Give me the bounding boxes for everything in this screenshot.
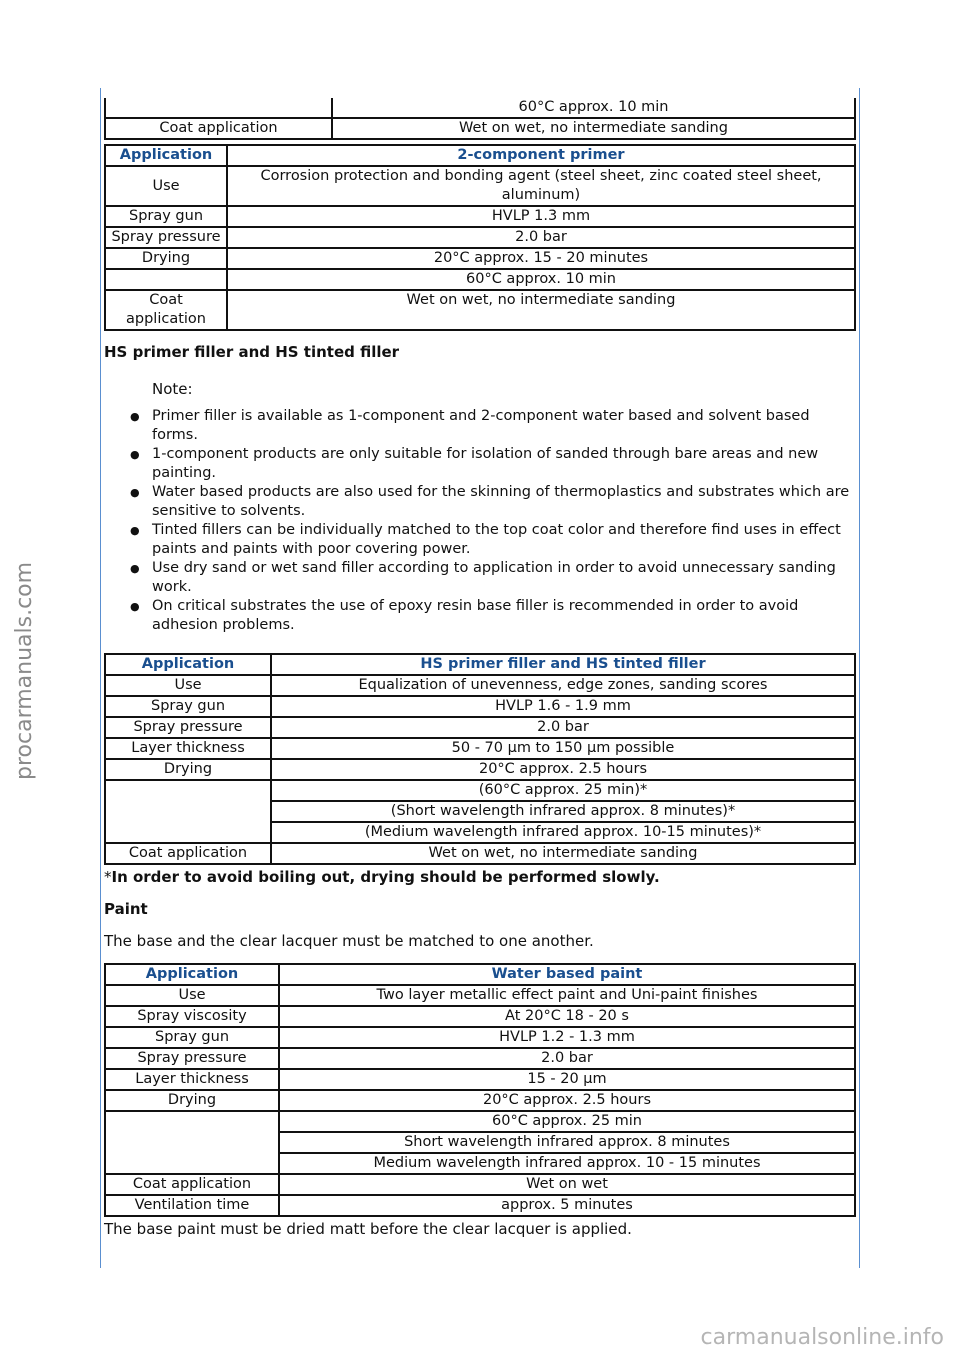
table-cell: Corrosion protection and bonding agent (steel sheet, zinc coated steel sheet, aluminum) [227, 166, 855, 206]
table-header-cell: 2-component primer [227, 145, 855, 166]
table-cell: Coat application [105, 118, 332, 139]
table-cell: HVLP 1.2 - 1.3 mm [279, 1027, 855, 1048]
note-label: Note: [152, 380, 193, 398]
table-cell: Layer thickness [105, 1069, 279, 1090]
table-cell: 60°C approx. 10 min [227, 269, 855, 290]
left-margin-line [100, 88, 101, 1268]
table-row [105, 1195, 855, 1216]
table-row [105, 780, 855, 801]
table-row [105, 206, 855, 227]
table-cell: Short wavelength infrared approx. 8 minutes [279, 1132, 855, 1153]
paint-intro: The base and the clear lacquer must be matched to one another. [104, 932, 594, 950]
table-cell: Use [105, 985, 279, 1006]
table-cell: HVLP 1.6 - 1.9 mm [271, 696, 855, 717]
table-row [105, 248, 855, 269]
section-heading: HS primer filler and HS tinted filler [104, 343, 400, 361]
table-cell: Layer thickness [105, 738, 271, 759]
table-row [105, 759, 855, 780]
side-watermark: procarmanuals.com [12, 561, 37, 780]
table-header-row [105, 964, 855, 985]
table-cell: Drying [105, 759, 271, 780]
table-header-cell: Application [105, 964, 279, 985]
table-cell-empty [105, 1111, 279, 1174]
table-cell: 20°C approx. 15 - 20 minutes [227, 248, 855, 269]
table-cell: Use [105, 675, 271, 696]
table-cell: Coat application [105, 290, 227, 330]
right-margin-line [859, 88, 860, 1268]
table-cell: Two layer metallic effect paint and Uni-paint finishes [279, 985, 855, 1006]
water-based-paint-table [104, 963, 856, 1217]
footnote-text: In order to avoid boiling out, drying should be performed slowly. [111, 868, 660, 886]
closing-text: The base paint must be dried matt before the clear lacquer is applied. [104, 1220, 632, 1238]
table-row [105, 1090, 855, 1111]
table-row [105, 1027, 855, 1048]
section-heading: Paint [104, 900, 148, 918]
table-cell: Equalization of unevenness, edge zones, sanding scores [271, 675, 855, 696]
table-header-cell: Application [105, 145, 227, 166]
table-cell: Wet on wet, no intermediate sanding [271, 843, 855, 864]
table-row [105, 696, 855, 717]
footnote-marker: * [104, 868, 112, 886]
table-cell: Spray pressure [105, 1048, 279, 1069]
table-row [105, 985, 855, 1006]
table-cell: 20°C approx. 2.5 hours [279, 1090, 855, 1111]
table-row [105, 227, 855, 248]
table-cell: approx. 5 minutes [279, 1195, 855, 1216]
table-cell: 20°C approx. 2.5 hours [271, 759, 855, 780]
table-cell: Spray gun [105, 206, 227, 227]
list-item: ● Tinted fillers can be individually matched to the top coat color and therefore find uses in effect paints and paints with poor covering power. [152, 521, 856, 559]
table-row [105, 738, 855, 759]
table-row [105, 1174, 855, 1195]
table-cell [105, 269, 227, 290]
table-cell: Use [105, 166, 227, 206]
note-list [104, 407, 856, 635]
table-header-row [105, 145, 855, 166]
table-cell: At 20°C 18 - 20 s [279, 1006, 855, 1027]
list-item: ● Primer filler is available as 1-component and 2-component water based and solvent based forms. [152, 407, 856, 445]
table-cell: Spray gun [105, 1027, 279, 1048]
list-item: ● Use dry sand or wet sand filler according to application in order to avoid unnecessary sanding work. [152, 559, 856, 597]
table-cell: 2.0 bar [279, 1048, 855, 1069]
list-item: ● Water based products are also used for the skinning of thermoplastics and substrates which are sensitive to solvents. [152, 483, 856, 521]
table-cell: Wet on wet, no intermediate sanding [332, 118, 855, 139]
list-item: ● 1-component products are only suitable for isolation of sanded through bare areas and new painting. [152, 445, 856, 483]
table-cell: Ventilation time [105, 1195, 279, 1216]
table-cell: 2.0 bar [271, 717, 855, 738]
table-cell: Spray viscosity [105, 1006, 279, 1027]
table-cell: 50 - 70 µm to 150 µm possible [271, 738, 855, 759]
table-row [105, 118, 855, 139]
table-cell: 60°C approx. 10 min [332, 98, 855, 118]
table-cell: Spray pressure [105, 717, 271, 738]
table-cell: Drying [105, 248, 227, 269]
table-cell [105, 98, 332, 118]
footer-watermark: carmanualsonline.info [700, 1325, 944, 1350]
list-item: ● On critical substrates the use of epoxy resin base filler is recommended in order to avoid adhesion problems. [152, 597, 856, 635]
table-cell: HVLP 1.3 mm [227, 206, 855, 227]
table-row [105, 1111, 855, 1132]
document-content [104, 98, 856, 1239]
table-cell: (Medium wavelength infrared approx. 10-15 minutes)* [271, 822, 855, 843]
table-cell: Spray gun [105, 696, 271, 717]
table-header-cell: Application [105, 654, 271, 675]
two-component-primer-table [104, 144, 856, 331]
table-row [105, 717, 855, 738]
table-row [105, 269, 855, 290]
primer-table-continued [104, 98, 856, 140]
table-cell: 2.0 bar [227, 227, 855, 248]
table-cell-empty [105, 780, 271, 843]
table-row [105, 98, 855, 118]
table-cell: Coat application [105, 1174, 279, 1195]
table-row [105, 1006, 855, 1027]
table-cell: Drying [105, 1090, 279, 1111]
footnote [104, 867, 856, 887]
table-header-row [105, 654, 855, 675]
table-header-cell: Water based paint [279, 964, 855, 985]
table-cell: 15 - 20 µm [279, 1069, 855, 1090]
table-header-cell: HS primer filler and HS tinted filler [271, 654, 855, 675]
hs-primer-filler-table [104, 653, 856, 865]
table-cell: Spray pressure [105, 227, 227, 248]
table-row [105, 1069, 855, 1090]
table-row [105, 1048, 855, 1069]
table-row [105, 166, 855, 206]
table-cell: 60°C approx. 25 min [279, 1111, 855, 1132]
table-cell: Coat application [105, 843, 271, 864]
table-cell: (60°C approx. 25 min)* [271, 780, 855, 801]
table-cell: (Short wavelength infrared approx. 8 minutes)* [271, 801, 855, 822]
table-cell: Medium wavelength infrared approx. 10 - 15 minutes [279, 1153, 855, 1174]
table-row [105, 843, 855, 864]
table-row [105, 675, 855, 696]
table-cell: Wet on wet, no intermediate sanding [227, 290, 855, 330]
table-row [105, 290, 855, 330]
table-cell: Wet on wet [279, 1174, 855, 1195]
